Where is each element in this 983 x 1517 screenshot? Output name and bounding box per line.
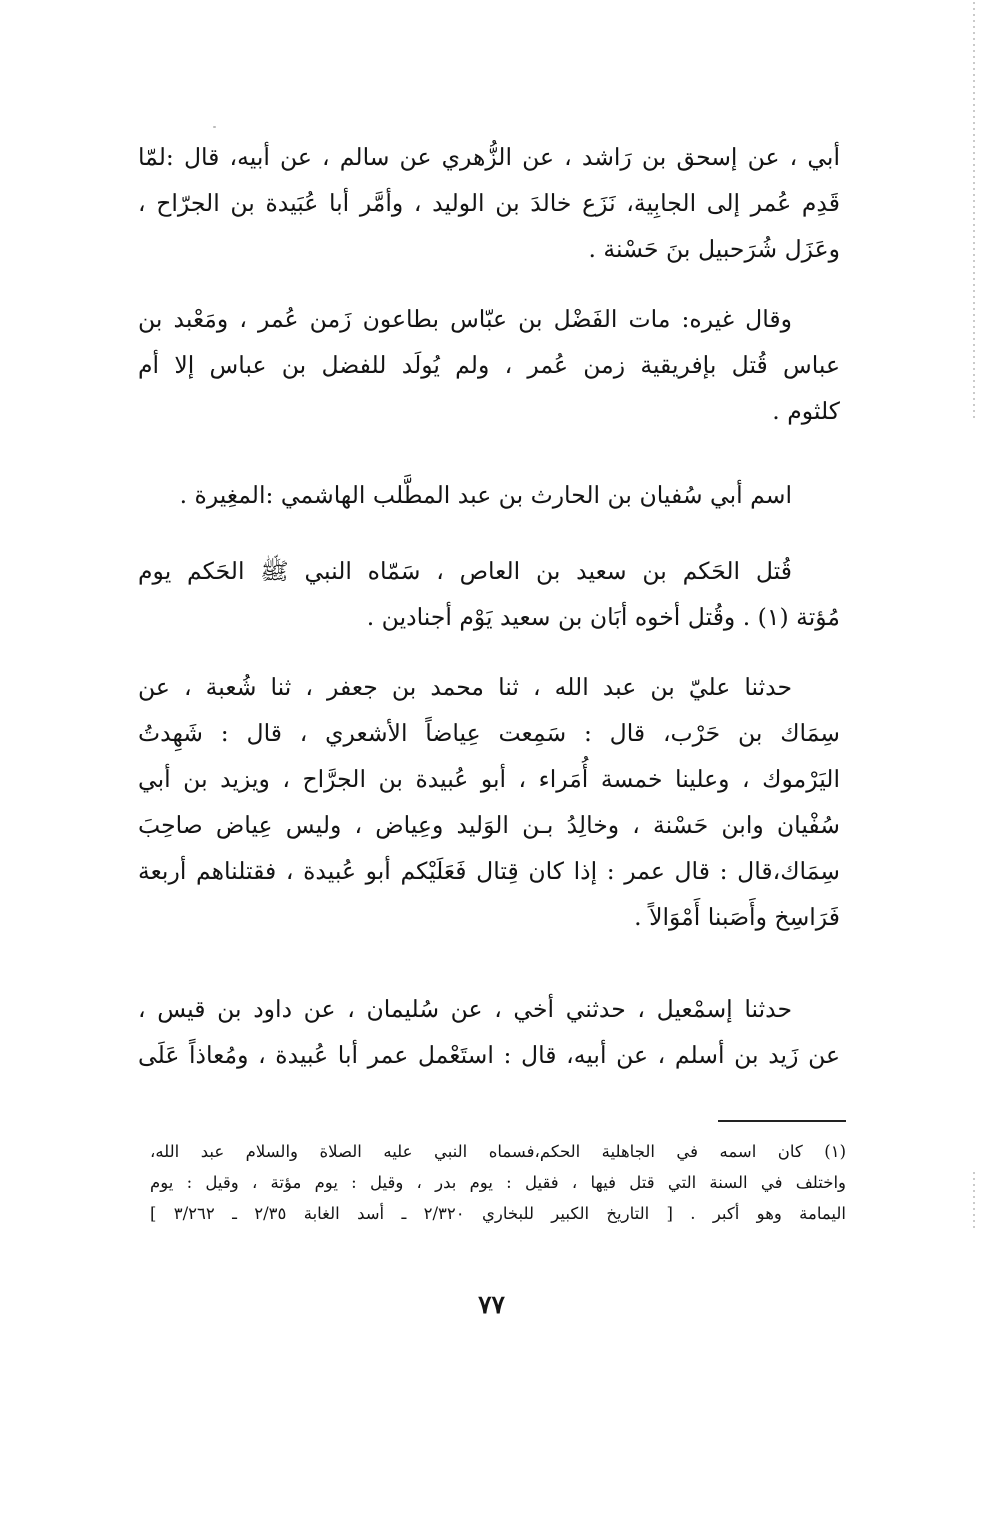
text-line: عن زَيد بن أسلم ، عن أبيه، قال : استَعْمل عمر أبا عُبيدة ، ومُعاذاً عَلَى [138,1041,840,1069]
paragraph-3 [138,472,840,518]
text-line: أبي ، عن إسحق بن رَاشد ، عن الزُّهري عن سالم ، عن أبيه، قال :لمّا [138,143,840,171]
paragraph-2 [138,296,840,434]
text-line: وقال غيره: مات الفَضْل بن عبّاس بطاعون زَمن عُمر ، ومَعْبد بن [138,305,792,333]
paragraph-1 [138,134,840,272]
text-line: فَرَاسِخ وأَصَبنا أَمْوَالاً . [634,903,840,931]
text-line: حدثنا عليّ بن عبد الله ، ثنا محمد بن جعفر ، ثنا شُعبة ، عن [138,673,792,701]
text-line: سِمَاك بن حَرْب، قال : سَمِعت عِياضاً الأشعري ، قال : شَهِدتُ [138,719,840,747]
footnote-line: اليمامة وهو أكبر . [ التاريخ الكبير للبخاري ٢/٣٢٠ ـ أسد الغابة ٢/٣٥ ـ ٣/٢٦٢ ] [150,1204,847,1223]
footnote [150,1136,846,1229]
text-line: كلثوم . [772,397,840,425]
footnote-line: واختلف في السنة التي قتل فيها ، فقيل : يوم بدر ، وقيل : يوم مؤتة ، وقيل : يوم [150,1173,846,1192]
text-line: وعَزَل شُرَحبيل بنَ حَسْنة . [588,235,840,263]
text-line: اليَرْموك ، وعلينا خمسة أُمَراء ، أبو عُبيدة بن الجرَّاح ، ويزيد بن أبي [138,765,840,793]
footnote-line: (١) كان اسمه في الجاهلية الحكم،فسماه النبي عليه الصلاة والسلام عبد الله، [150,1142,846,1161]
text-line: مُؤتة (١) . وقُتل أخوه أبَان بن سعيد يَوْم أجنادين . [366,603,840,631]
text-line: حدثنا إسمْعيل ، حدثني أخي ، عن سُليمان ، عن داود بن قيس ، [138,995,792,1023]
text-line: سِمَاك،قال : قال عمر : إذا كان قِتال فَعَلَيْكم أبو عُبيدة ، فقتلناهم أربعة [138,857,840,885]
text-line: قُتل الحَكم بن سعيد بن العاص ، سَمّاه النبي ﷺ الحَكم يوم [138,557,792,585]
footnote-separator [718,1120,846,1122]
text-line: اسم أبي سُفيان بن الحارث بن عبد المطَّلب الهاشمي :المغِيرة . [179,481,792,509]
page-number: ٧٧ [478,1290,505,1319]
paragraph-6 [138,986,840,1078]
page-edge-marks-lower [973,1170,975,1230]
text-line: قَدِم عُمر إلى الجابِية، نَزَع خالدَ بن الوليد ، وأمَّر أبا عُبَيدة بن الجرّاح ، [138,189,840,217]
text-line: عباس قُتل بإفريقية زمن عُمر ، ولم يُولَد للفضل بن عباس إلا أم [138,351,840,379]
paragraph-4 [138,548,840,640]
paragraph-5 [138,664,840,940]
page-edge-marks [973,0,975,420]
scan-speck [213,126,216,128]
text-line: سُفْيان وابن حَسْنة ، وخالِدُ بـن الوَليد وعِياض ، وليس عِياض صاحِبَ [138,811,840,839]
